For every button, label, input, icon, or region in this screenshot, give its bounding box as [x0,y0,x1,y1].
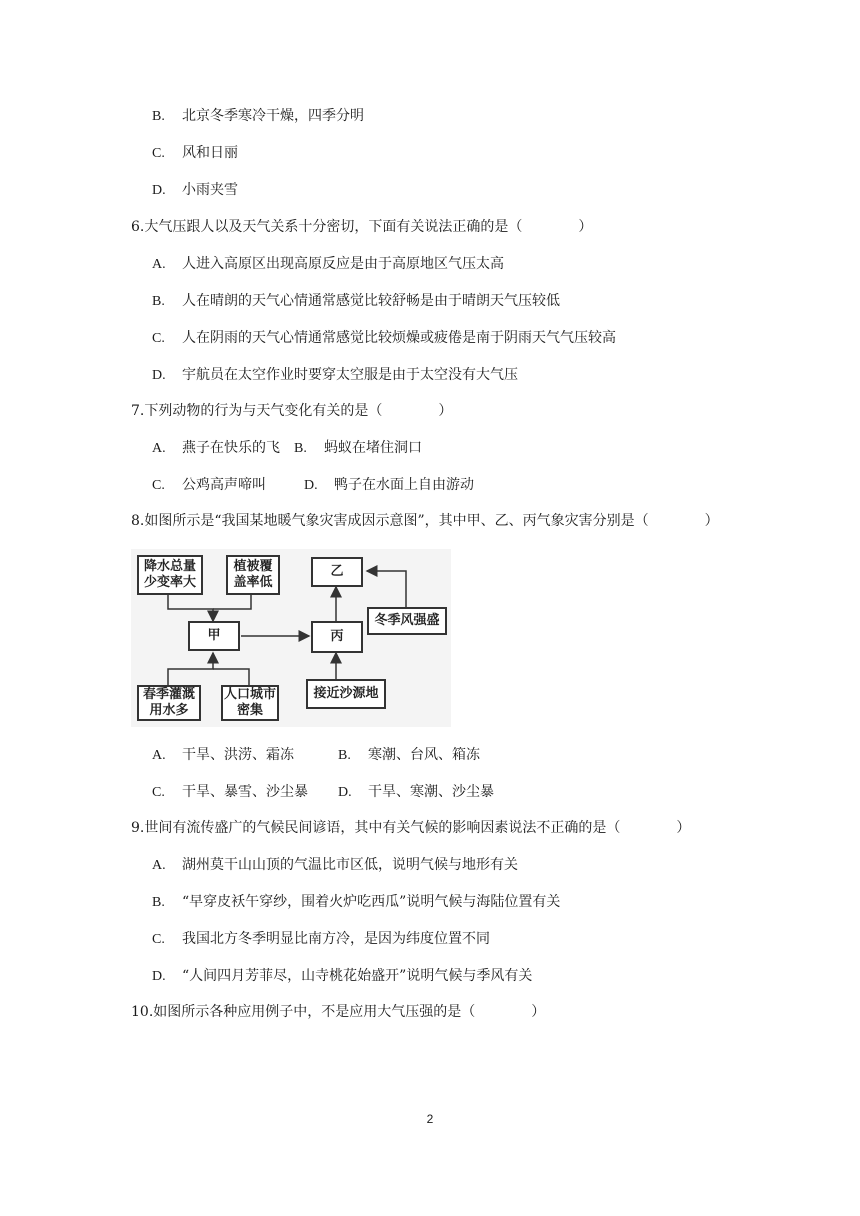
page-number: 2 [426,1112,434,1126]
q6-option-d: D. 宇航员在太空作业时要穿太空服是由于太空没有大气压 [152,367,518,383]
box-jia: 甲 [188,621,240,651]
q9-option-a: A. 湖州莫干山山顶的气温比市区低，说明气候与地形有关 [152,857,518,873]
q6-option-c: C. 人在阴雨的天气心情通常感觉比较烦燥或疲倦是南于阴雨天气气压较高 [152,330,616,346]
q7-options-row-2: C. 公鸡高声啼叫 D. 鸭子在水面上自由游动 [152,477,474,493]
q9-option-c: C. 我国北方冬季明显比南方冷，是因为纬度位置不同 [152,931,490,947]
q5-option-c: C. 风和日丽 [152,145,238,161]
box-low-rainfall: 降水总量少变率大 [137,555,203,595]
box-strong-winter-monsoon: 冬季风强盛 [367,607,447,635]
question-9-stem: 9.世间有流传盛广的气候民间谚语，其中有关气候的影响因素说法不正确的是（ ） [131,820,691,836]
weather-disaster-diagram [131,549,451,727]
question-6-stem: 6.大气压跟人以及天气关系十分密切，下面有关说法正确的是（ ） [131,219,593,235]
question-7-stem: 7.下列动物的行为与天气变化有关的是（ ） [131,403,453,419]
question-10-stem: 10.如图所示各种应用例子中，不是应用大气压强的是（ ） [131,1004,546,1020]
q8-options-row-2: C. 干旱、暴雪、沙尘暴 D. 干旱、寒潮、沙尘暴 [152,784,494,800]
q6-option-b: B. 人在晴朗的天气心情通常感觉比较舒畅是由于晴朗天气压较低 [152,293,560,309]
q9-option-d: D. “人间四月芳菲尽，山寺桃花始盛开”说明气候与季风有关 [152,968,533,984]
box-bing: 丙 [311,621,363,653]
q8-options-row-1: A. 干旱、洪涝、霜冻 B. 寒潮、台风、箱冻 [152,747,480,763]
box-spring-irrigation: 春季灌溉用水多 [137,685,201,721]
q7-options-row-1: A. 燕子在快乐的飞 B. 蚂蚁在堵住洞口 [152,440,422,456]
q5-option-b: B. 北京冬季寒冷干燥，四季分明 [152,108,364,124]
box-yi: 乙 [311,557,363,587]
question-8-stem: 8.如图所示是“我国某地暖气象灾害成因示意图”，其中甲、乙、丙气象灾害分别是（ ） [131,513,719,529]
box-low-vegetation: 植被覆盖率低 [226,555,280,595]
box-near-sand-source: 接近沙源地 [306,679,386,709]
q5-option-d: D. 小雨夹雪 [152,182,238,198]
q6-option-a: A. 人进入高原区出现高原反应是由于高原地区气压太高 [152,256,504,272]
box-dense-city-population: 人口城市密集 [221,685,279,721]
q9-option-b: B. “早穿皮袄午穿纱，围着火炉吃西瓜”说明气候与海陆位置有关 [152,894,561,910]
